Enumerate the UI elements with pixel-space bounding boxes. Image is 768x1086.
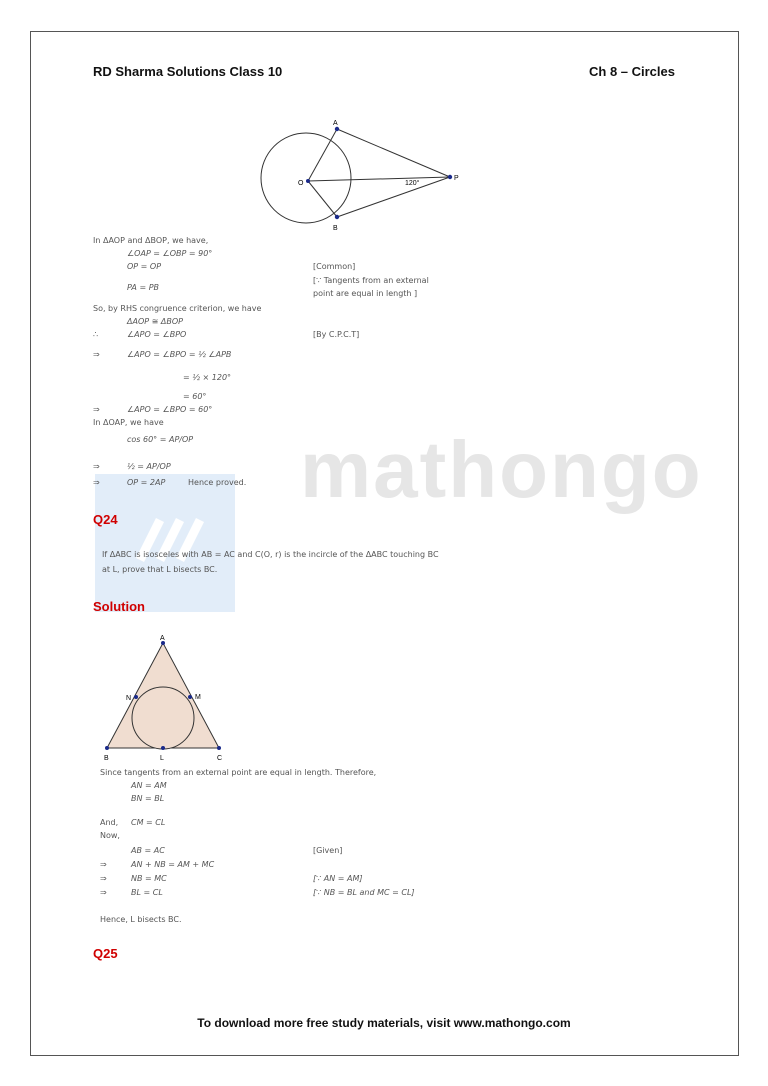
- label-B: B: [333, 225, 338, 232]
- label-P: P: [454, 175, 459, 182]
- text-line: OP = 2AP: [127, 478, 166, 487]
- text-line: In ΔAOP and ΔBOP, we have,: [93, 236, 209, 245]
- text-line: ⇒: [100, 874, 107, 883]
- text-line: [∵ Tangents from an external: [313, 276, 429, 285]
- text-line: [∵ AN = AM]: [313, 874, 363, 883]
- text-line: ⇒: [93, 405, 100, 414]
- text-line: Hence proved.: [188, 478, 247, 487]
- text-line: ΔAOP ≅ ΔBOP: [127, 317, 183, 326]
- text-line: ½ = AP/OP: [127, 462, 171, 471]
- text-line: ∠APO = ∠BPO = 60°: [127, 405, 213, 414]
- text-line: ∠OAP = ∠OBP = 90°: [127, 249, 213, 258]
- text-line: ∠APO = ∠BPO = ½ ∠APB: [127, 350, 232, 359]
- text-line: AB = AC: [131, 846, 165, 855]
- text-line: ⇒: [100, 888, 107, 897]
- question-label-q25: Q25: [93, 946, 118, 961]
- label-B: B: [104, 755, 109, 762]
- solution-label: Solution: [93, 599, 145, 614]
- label-O: O: [298, 180, 304, 187]
- text-line: BL = CL: [131, 888, 163, 897]
- text-line: ∴: [93, 330, 99, 339]
- header-chapter: Ch 8 – Circles: [589, 64, 675, 79]
- text-line: Now,: [100, 831, 120, 840]
- text-line: PA = PB: [127, 283, 159, 292]
- label-A: A: [333, 120, 338, 127]
- incircle-triangle-diagram: [0, 630, 260, 770]
- text-line: ∠APO = ∠BPO: [127, 330, 187, 339]
- tangent-circle-diagram: [0, 0, 768, 240]
- text-line: [∵ NB = BL and MC = CL]: [313, 888, 415, 897]
- text-line: AN = AM: [131, 781, 167, 790]
- footer-text: To download more free study materials, visit www.mathongo.com: [197, 1016, 571, 1030]
- text-line: In ΔOAP, we have: [93, 418, 164, 427]
- text-line: = 60°: [183, 392, 207, 401]
- text-line: [Common]: [313, 262, 356, 271]
- q24-question-line2: at L, prove that L bisects BC.: [102, 565, 218, 574]
- text-line: OP = OP: [127, 262, 162, 271]
- text-line: CM = CL: [131, 818, 166, 827]
- text-line: NB = MC: [131, 874, 167, 883]
- text-line: [Given]: [313, 846, 343, 855]
- header-title: RD Sharma Solutions Class 10: [93, 64, 283, 79]
- label-L: L: [160, 755, 164, 762]
- text-line: ⇒: [93, 478, 100, 487]
- text-line: AN + NB = AM + MC: [131, 860, 215, 869]
- text-line: = ½ × 120°: [183, 373, 232, 382]
- text-line: So, by RHS congruence criterion, we have: [93, 304, 262, 313]
- label-M: M: [195, 694, 201, 701]
- question-label-q24: Q24: [93, 512, 118, 527]
- text-line: ⇒: [93, 350, 100, 359]
- text-line: [By C.P.C.T]: [313, 330, 360, 339]
- text-line: cos 60° = AP/OP: [127, 435, 194, 444]
- label-N: N: [126, 695, 132, 702]
- text-line: point are equal in length ]: [313, 289, 418, 298]
- label-C: C: [217, 755, 223, 762]
- angle-label: 120°: [405, 180, 420, 187]
- label-A: A: [160, 635, 165, 642]
- text-line: And,: [100, 818, 119, 827]
- q24-question-line1: If ΔABC is isosceles with AB = AC and C(O, r) is the incircle of the ΔABC touching BC: [102, 550, 439, 559]
- text-line: ⇒: [100, 860, 107, 869]
- watermark-text: mathongo: [300, 425, 703, 514]
- text-line: Since tangents from an external point are equal in length. Therefore,: [100, 768, 377, 777]
- text-line: Hence, L bisects BC.: [100, 915, 182, 924]
- text-line: BN = BL: [131, 794, 165, 803]
- text-line: ⇒: [93, 462, 100, 471]
